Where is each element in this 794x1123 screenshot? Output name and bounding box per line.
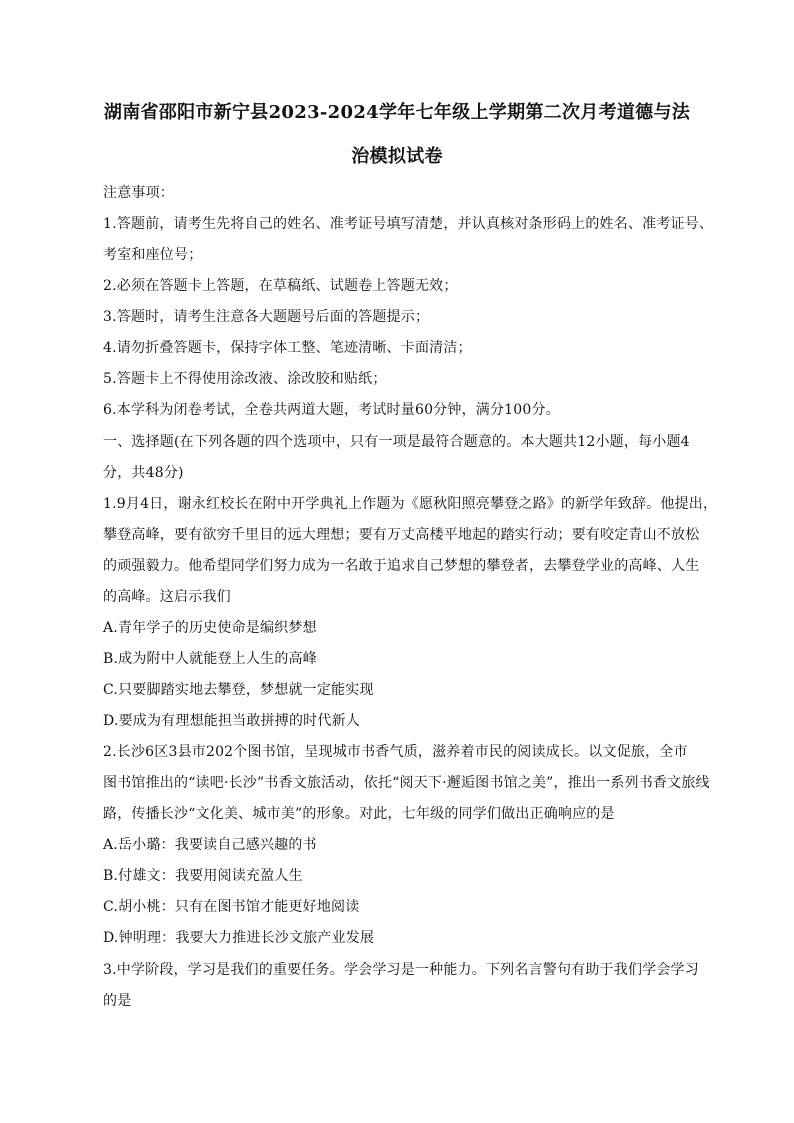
- question-3-line-2: 的是: [103, 993, 132, 1009]
- question-2-line-3: 路，传播长沙“文化美、城市美”的形象。对此，七年级的同学们做出正确响应的是: [103, 806, 615, 822]
- notice-item-3: 3.答题时，请考生注意各大题题号后面的答题提示；: [103, 309, 430, 325]
- question-1-option-d: D.要成为有理想能担当敢拼搏的时代新人: [103, 713, 360, 729]
- question-1-line-1: 1.9月4日，谢永红校长在附中开学典礼上作题为《愿秋阳照亮攀登之路》的新学年致辞。他提出，: [103, 496, 718, 512]
- notice-item-2: 2.必须在答题卡上答题，在草稿纸、试题卷上答题无效；: [103, 278, 458, 294]
- question-1-line-2: 攀登高峰，要有欲穷千里目的远大理想；要有万丈高楼平地起的踏实行动；要有咬定青山不放松: [103, 527, 700, 543]
- section-heading-line-2: 分，共48分): [103, 465, 184, 481]
- notice-item-1-line-2: 考室和座位号；: [103, 247, 203, 263]
- notice-item-5: 5.答题卡上不得使用涂改液、涂改胶和贴纸；: [103, 371, 387, 387]
- question-2-line-1: 2.长沙6区3县市202个图书馆，呈现城市书香气质，滋养着市民的阅读成长。以文促旅，全市: [103, 744, 688, 760]
- question-2-option-b: B.付雄文：我要用阅读充盈人生: [103, 868, 303, 884]
- question-3-line-1: 3.中学阶段，学习是我们的重要任务。学会学习是一种能力。下列名言警句有助于我们学会学习: [103, 962, 699, 978]
- section-heading-line-1: 一、选择题(在下列各题的四个选项中，只有一项是最符合题意的。本大题共12小题，每小题4: [103, 434, 690, 450]
- question-1-line-3: 的顽强毅力。他希望同学们努力成为一名敢于追求自己梦想的攀登者，去攀登学业的高峰、人生: [103, 558, 700, 574]
- question-2-option-c: C.胡小桃：只有在图书馆才能更好地阅读: [103, 899, 360, 915]
- notice-heading: 注意事项：: [103, 185, 174, 201]
- question-2-option-d: D.钟明理：我要大力推进长沙文旅产业发展: [103, 930, 375, 946]
- notice-item-6: 6.本学科为闭卷考试，全卷共两道大题，考试时量60分钟，满分100分。: [103, 402, 560, 418]
- question-1-option-a: A.青年学子的历史使命是编织梦想: [103, 620, 317, 636]
- question-1-line-4: 的高峰。这启示我们: [103, 589, 231, 605]
- question-1-option-c: C.只要脚踏实地去攀登，梦想就一定能实现: [103, 682, 374, 698]
- notice-item-4: 4.请勿折叠答题卡，保持字体工整、笔迹清晰、卡面清洁；: [103, 340, 472, 356]
- exam-title-line-1: 湖南省邵阳市新宁县2023-2024学年七年级上学期第二次月考道德与法: [103, 102, 691, 123]
- notice-item-1-line-1: 1.答题前，请考生先将自己的姓名、准考证号填写清楚，并认真核对条形码上的姓名、准考证号、: [103, 216, 714, 232]
- question-1-option-b: B.成为附中人就能登上人生的高峰: [103, 651, 317, 667]
- question-2-option-a: A.岳小璐：我要读自己感兴趣的书: [103, 837, 317, 853]
- exam-title-line-2: 治模拟试卷: [351, 146, 443, 167]
- question-2-line-2: 图书馆推出的“读吧·长沙”书香文旅活动，依托“阅天下·邂逅图书馆之美”，推出一系列书香文旅线: [103, 775, 710, 791]
